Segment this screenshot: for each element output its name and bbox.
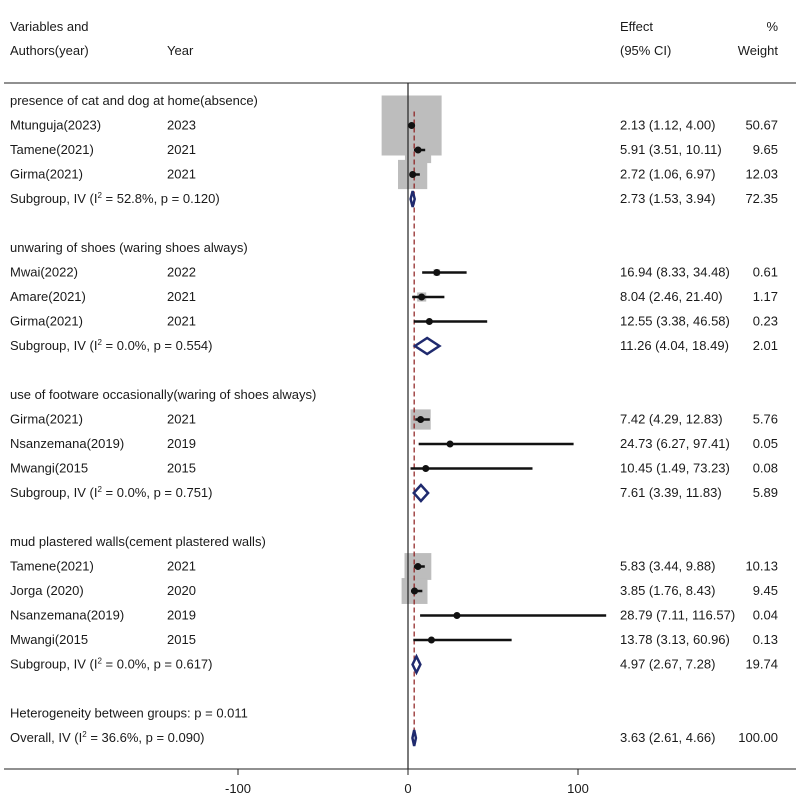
study-year: 2019 xyxy=(167,436,196,451)
study-weight: 0.08 xyxy=(752,460,778,476)
overall-diamond xyxy=(412,730,415,746)
header-percent-label: % xyxy=(766,19,778,34)
subgroup-effect-ci: 11.26 (4.04, 18.49) xyxy=(620,338,729,353)
point-estimate xyxy=(411,588,418,595)
subgroup-label: Subgroup, IV ($I^2 = 0.0\%$, p = 0.554) xyxy=(10,338,213,353)
weight-boxes-layer xyxy=(382,96,459,642)
point-estimate xyxy=(418,294,425,301)
study-year: 2023 xyxy=(167,117,196,133)
point-estimate xyxy=(426,318,433,325)
overall-weight: 100.00 xyxy=(738,730,778,745)
study-author: Mwangi(2015 xyxy=(10,460,89,476)
study-author: Girma(2021) xyxy=(10,411,83,427)
study-effect-ci: 3.85 (1.76, 8.43) xyxy=(620,583,716,598)
study-effect-ci: 2.13 (1.12, 4.00) xyxy=(620,117,716,133)
study-year: 2021 xyxy=(167,558,196,574)
study-year: 2021 xyxy=(167,142,196,157)
study-weight: 1.17 xyxy=(752,289,778,304)
study-effect-ci: 16.94 (8.33, 34.48) xyxy=(620,264,730,280)
study-effect-ci: 2.72 (1.06, 6.97) xyxy=(620,166,716,182)
study-weight: 0.13 xyxy=(752,632,778,647)
study-effect-ci: 28.79 (7.11, 116.57) xyxy=(620,607,736,623)
subgroup-effect-ci: 7.61 (3.39, 11.83) xyxy=(620,485,722,500)
study-author: Amare(2021) xyxy=(10,289,86,304)
group-title: presence of cat and dog at home(absence) xyxy=(10,93,258,108)
header-ci-label: (95% CI) xyxy=(620,43,672,58)
study-author: Mwangi(2015 xyxy=(10,632,89,647)
study-weight: 9.65 xyxy=(752,142,778,157)
subgroup-weight: 2.01 xyxy=(752,338,778,353)
heterogeneity-text: Heterogeneity between groups: p = 0.011 xyxy=(10,705,248,721)
point-estimate xyxy=(409,171,416,178)
study-weight: 0.61 xyxy=(752,264,778,280)
study-year: 2021 xyxy=(167,411,196,427)
subgroup-weight: 19.74 xyxy=(745,656,778,672)
subgroup-weight: 5.89 xyxy=(752,485,778,500)
study-year: 2021 xyxy=(167,313,196,329)
subgroup-diamond xyxy=(411,191,415,207)
study-author: Tamene(2021) xyxy=(10,558,94,574)
study-effect-ci: 7.42 (4.29, 12.83) xyxy=(620,411,723,427)
point-estimate xyxy=(414,563,421,570)
group-title: unwaring of shoes (waring shoes always) xyxy=(10,240,248,255)
point-estimate xyxy=(428,637,435,644)
header-year-label: Year xyxy=(167,43,194,58)
point-estimate xyxy=(422,465,429,472)
study-weight: 9.45 xyxy=(752,583,778,598)
study-author: Jorga (2020) xyxy=(10,583,84,598)
study-weight: 50.67 xyxy=(745,117,778,133)
study-effect-ci: 5.91 (3.51, 10.11) xyxy=(620,142,722,157)
marks-layer xyxy=(408,122,606,746)
study-year: 2021 xyxy=(167,289,196,304)
overall-label: Overall, IV ($I^2 = 36.6\%$, p = 0.090) xyxy=(10,730,205,745)
study-year: 2020 xyxy=(167,583,196,598)
study-author: Girma(2021) xyxy=(10,313,83,329)
group-title: use of footware occasionally(waring of shoes always) xyxy=(10,387,317,402)
study-author: Nsanzemana(2019) xyxy=(10,607,125,623)
study-weight: 0.05 xyxy=(752,436,778,451)
header-variables-label: Variables and xyxy=(10,19,89,34)
study-weight: 12.03 xyxy=(745,166,778,182)
study-year: 2021 xyxy=(167,166,196,182)
study-weight: 0.04 xyxy=(752,607,778,623)
x-axis-tick-label: 0 xyxy=(404,781,412,796)
point-estimate xyxy=(408,122,415,129)
study-author: Girma(2021) xyxy=(10,166,83,182)
point-estimate xyxy=(453,612,460,619)
study-author: Nsanzemana(2019) xyxy=(10,436,125,451)
subgroup-diamond xyxy=(414,485,428,501)
header-authors-label: Authors(year) xyxy=(10,43,89,58)
subgroup-effect-ci: 2.73 (1.53, 3.94) xyxy=(620,191,716,206)
subgroup-label: Subgroup, IV ($I^2 = 0.0\%$, p = 0.751) xyxy=(10,485,213,500)
subgroup-label: Subgroup, IV ($I^2 = 52.8\%$, p = 0.120) xyxy=(10,191,220,206)
study-weight: 5.76 xyxy=(752,411,778,427)
subgroup-diamond xyxy=(415,338,440,354)
study-effect-ci: 10.45 (1.49, 73.23) xyxy=(620,460,730,476)
subgroup-label: Subgroup, IV ($I^2 = 0.0\%$, p = 0.617) xyxy=(10,656,213,672)
study-author: Tamene(2021) xyxy=(10,142,94,157)
point-estimate xyxy=(447,441,454,448)
subgroup-effect-ci: 4.97 (2.67, 7.28) xyxy=(620,656,716,672)
study-year: 2015 xyxy=(167,460,196,476)
header-effect-label: Effect xyxy=(620,19,654,34)
study-effect-ci: 24.73 (6.27, 97.41) xyxy=(620,436,730,451)
study-author: Mtunguja(2023) xyxy=(10,117,102,133)
study-year: 2015 xyxy=(167,632,196,647)
study-weight: 10.13 xyxy=(745,558,778,574)
study-effect-ci: 13.78 (3.13, 60.96) xyxy=(620,632,730,647)
x-axis-tick-label: 100 xyxy=(567,781,589,796)
x-axis-tick-label: -100 xyxy=(224,781,252,796)
study-author: Mwai(2022) xyxy=(10,264,78,280)
study-effect-ci: 8.04 (2.46, 21.40) xyxy=(620,289,723,304)
header-weight-label: Weight xyxy=(737,43,778,58)
study-year: 2022 xyxy=(167,264,196,280)
group-title: mud plastered walls(cement plastered walls) xyxy=(10,534,266,549)
study-effect-ci: 5.83 (3.44, 9.88) xyxy=(620,558,716,574)
point-estimate xyxy=(415,147,422,154)
subgroup-weight: 72.35 xyxy=(745,191,778,206)
point-estimate xyxy=(417,416,424,423)
study-weight: 0.23 xyxy=(752,313,778,329)
study-effect-ci: 12.55 (3.38, 46.58) xyxy=(620,313,730,329)
point-estimate xyxy=(433,269,440,276)
study-year: 2019 xyxy=(167,607,196,623)
overall-effect-ci: 3.63 (2.61, 4.66) xyxy=(620,730,716,745)
